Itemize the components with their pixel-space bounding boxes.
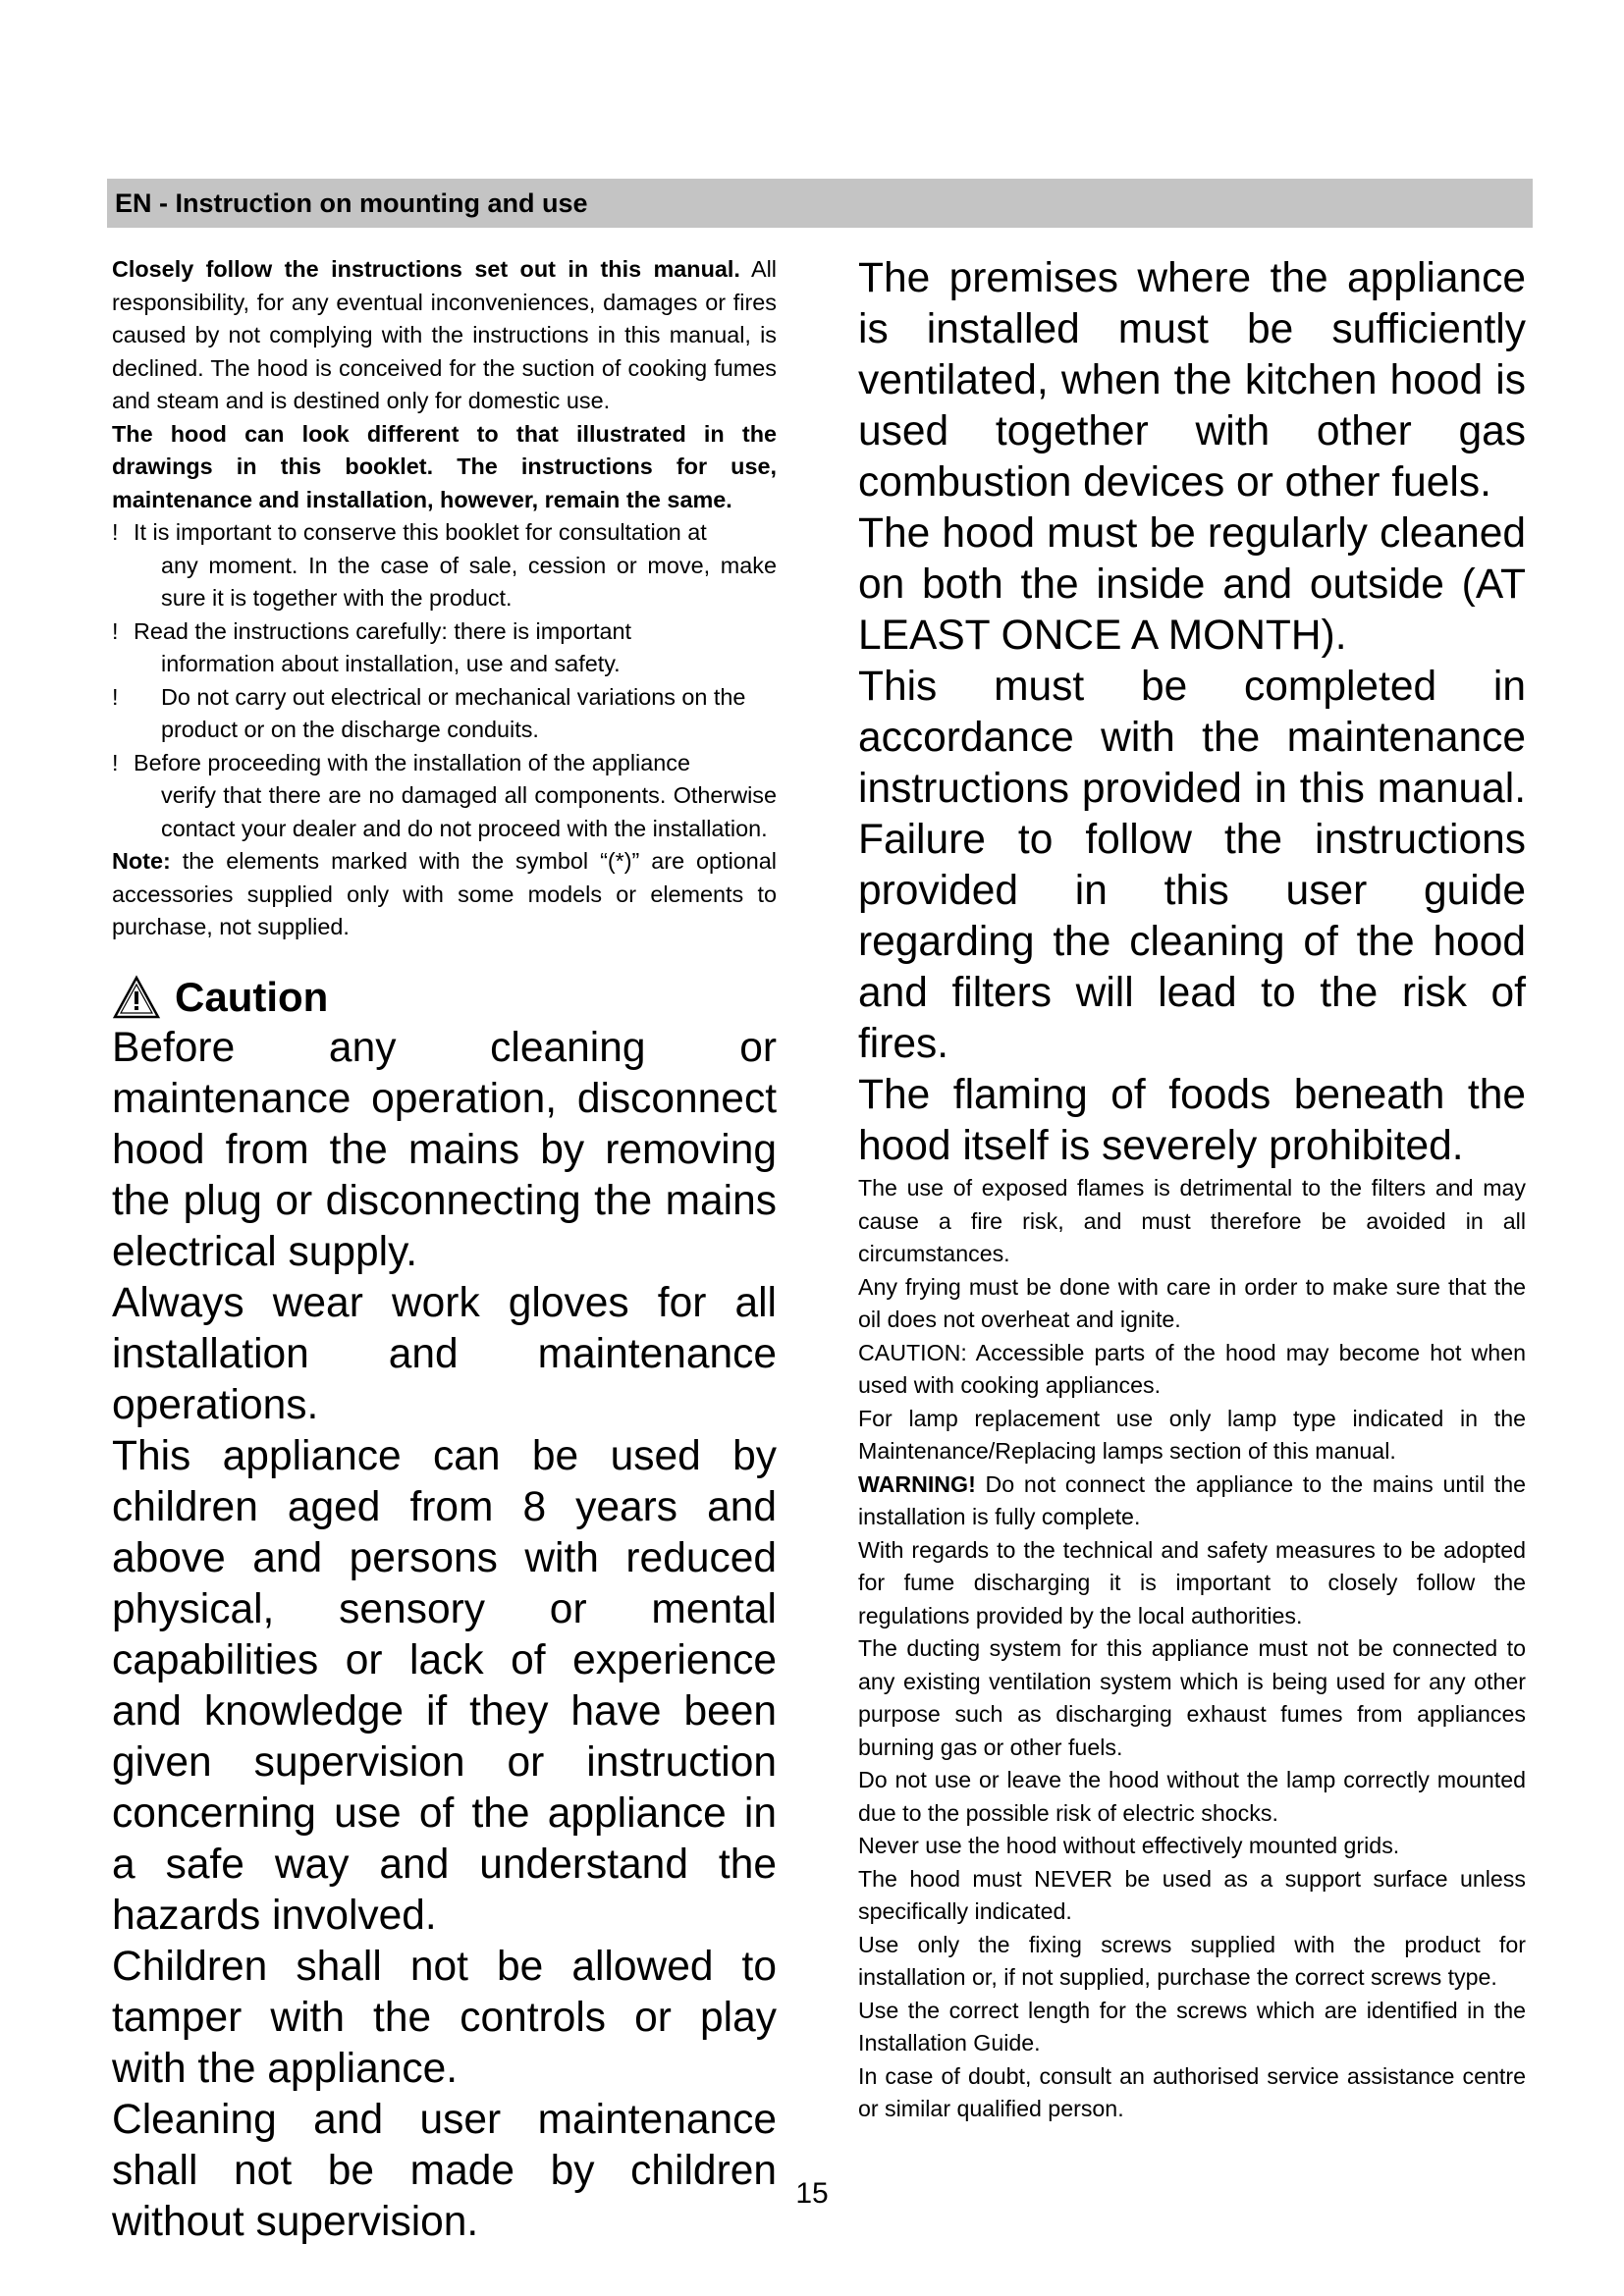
bullet-mark: ! (112, 683, 119, 710)
warning-label: WARNING! (858, 1470, 976, 1497)
bullet-mark: ! (112, 519, 119, 545)
safety-paragraph: CAUTION: Accessible parts of the hood may become hot when used with cooking appliances. (858, 1339, 1526, 1398)
warning-text: Do not connect the appliance to the mains until the installation is fully complete. (858, 1470, 1526, 1529)
bullet-item (112, 615, 777, 681)
safety-paragraph: Never use the hood without effectively mounted grids. (858, 1833, 1400, 1858)
bullet-first-line: Read the instructions carefully: there is important (134, 617, 632, 644)
caution-paragraph: Cleaning and user maintenance shall not be made by children without supervision. (112, 2096, 777, 2245)
safety-paragraph: Use only the fixing screws supplied with the product for installation or, if not supplied, purchase the correct screws type. (858, 1931, 1526, 1990)
safety-paragraph: For lamp replacement use only lamp type indicated in the Maintenance/Replacing lamps section of this manual. (858, 1405, 1526, 1464)
flaming-paragraph: The flaming of foods beneath the hood itself is severely prohibited. (858, 1072, 1526, 1169)
ventilation-paragraph: The premises where the appliance is installed must be sufficiently ventilated, when the kitchen hood is used together with other gas combustion devices or other fuels. (858, 255, 1526, 506)
warning-paragraph (858, 1468, 1526, 1534)
page-number: 15 (795, 2177, 829, 2210)
bullet-first-line: Before proceeding with the installation of the appliance (134, 749, 690, 775)
section-header-bar (107, 179, 1533, 228)
safety-paragraph: The ducting system for this appliance must not be connected to any existing ventilation system which is being used for any other purpose such as discharging exhaust fumes from appliances burning gas or other fuels. (858, 1635, 1526, 1760)
bullet-continuation: information about installation, use and safety. (161, 651, 621, 676)
bullet-mark: ! (112, 749, 119, 775)
bullet-first-line: Do not carry out electrical or mechanical variations on the (161, 683, 746, 710)
safety-paragraph: Do not use or leave the hood without the lamp correctly mounted due to the possible risk of electric shocks. (858, 1767, 1526, 1826)
note-paragraph (112, 845, 777, 944)
intro-paragraph (112, 253, 777, 418)
note-text: the elements marked with the symbol “(*)” are optional accessories supplied only with some models or elements to purchase, not supplied. (112, 848, 777, 939)
left-column (112, 253, 777, 2248)
bullet-item (112, 747, 777, 846)
safety-paragraph: In case of doubt, consult an authorised service assistance centre or similar qualified person. (858, 2062, 1526, 2121)
bullet-continuation: any moment. In the case of sale, cession or move, make sure it is together with the product. (161, 552, 777, 611)
right-column (858, 253, 1526, 2126)
bullet-continuation: verify that there are no damaged all components. Otherwise contact your dealer and do not proceed with the installation. (161, 782, 777, 841)
note-label: Note: (112, 848, 171, 874)
cleaning-paragraph: The hood must be regularly cleaned on both the inside and outside (AT LEAST ONCE A MONTH). (858, 510, 1526, 659)
bullet-mark: ! (112, 617, 119, 644)
intro-bold: Closely follow the instructions set out in this manual. (112, 256, 740, 282)
caution-heading (112, 972, 777, 1023)
bold-paragraph: The hood can look different to that illustrated in the drawings in this booklet. The instructions for use, maintenance and installation, however, remain the same. (112, 420, 777, 512)
bullet-continuation: product or on the discharge conduits. (161, 717, 539, 742)
safety-paragraph: Use the correct length for the screws which are identified in the Installation Guide. (858, 1997, 1526, 2056)
safety-paragraph: With regards to the technical and safety measures to be adopted for fume discharging it is important to closely follow the regulations provided by the local authorities. (858, 1536, 1526, 1629)
maintenance-paragraph: This must be completed in accordance with the maintenance instructions provided in this manual. Failure to follow the instructions provided in this user guide regarding the cleaning of the hood and filters will lead to the risk of fires. (858, 664, 1526, 1067)
bullet-first-line: It is important to conserve this booklet for consultation at (134, 519, 707, 545)
bullet-item (112, 681, 777, 747)
caution-paragraph: Children shall not be allowed to tamper with the controls or play with the appliance. (112, 1943, 777, 2092)
caution-paragraph: This appliance can be used by children aged from 8 years and above and persons with reduced physical, sensory or mental capabilities or lack of experience and knowledge if they have been given supervision or instruction concerning use of the appliance in a safe way and understand the hazards involved. (112, 1432, 777, 1939)
safety-paragraph: The use of exposed flames is detrimental to the filters and may cause a fire risk, and must therefore be avoided in all circumstances. (858, 1175, 1526, 1266)
safety-paragraph: The hood must NEVER be used as a support surface unless specifically indicated. (858, 1865, 1526, 1924)
caution-paragraph: Before any cleaning or maintenance operation, disconnect hood from the mains by removing the plug or disconnecting the mains electrical supply. (112, 1024, 777, 1275)
caution-title: Caution (175, 973, 329, 1020)
caution-paragraph: Always wear work gloves for all installation and maintenance operations. (112, 1279, 777, 1428)
section-title: EN - Instruction on mounting and use (115, 188, 588, 218)
safety-paragraph: Any frying must be done with care in order to make sure that the oil does not overheat and ignite. (858, 1273, 1526, 1332)
warning-triangle-icon (112, 975, 161, 1020)
intro-text: All responsibility, for any eventual inconveniences, damages or fires caused by not complying with the instructions in this manual, is declined. The hood is conceived for the suction of cooking fumes and steam and is destined only for domestic use. (112, 256, 778, 413)
bullet-item (112, 516, 777, 615)
